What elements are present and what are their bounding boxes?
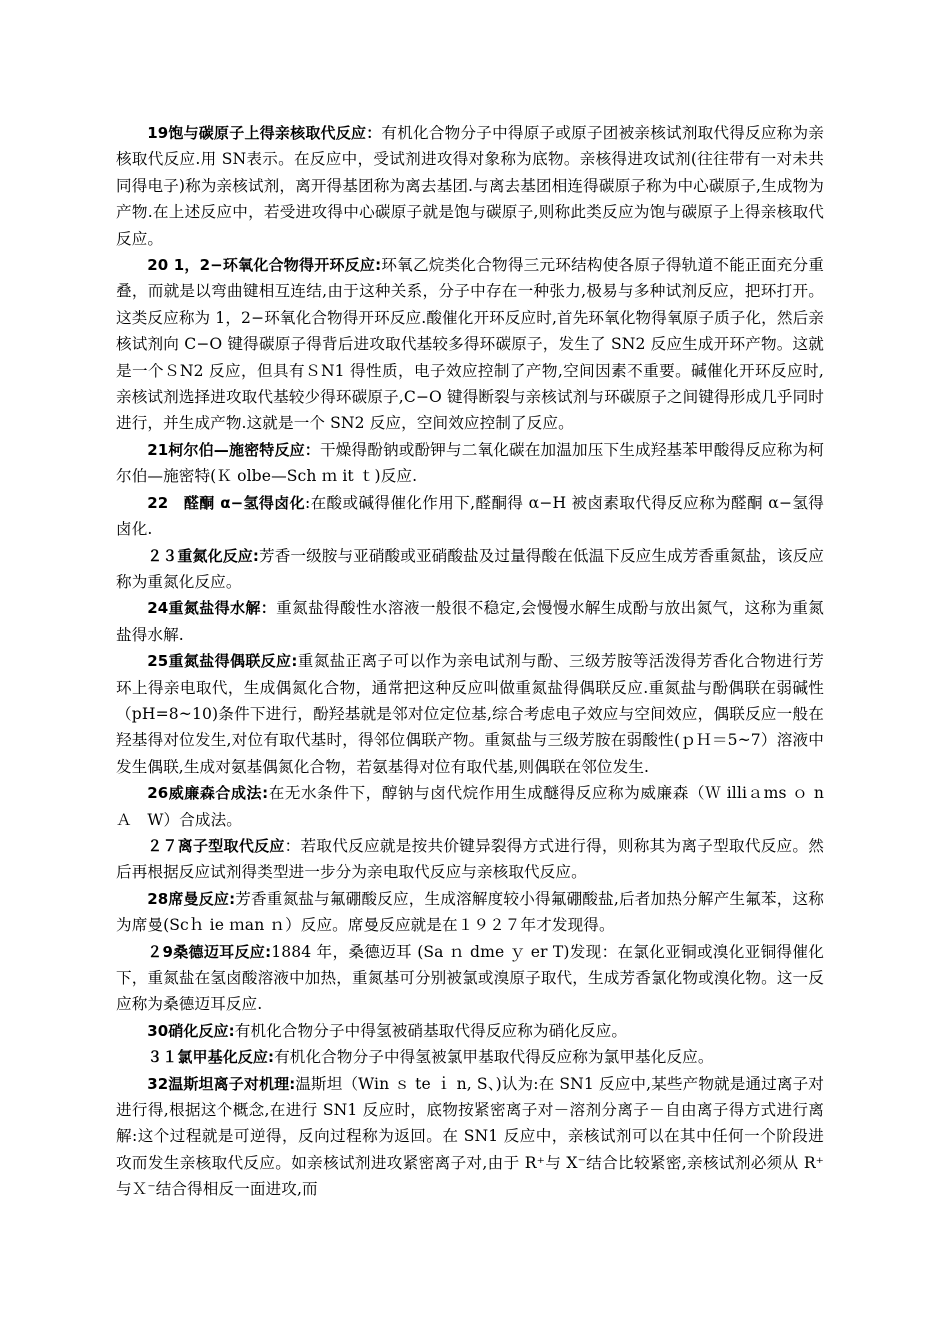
paragraph-27	[116, 833, 824, 886]
paragraph-20	[116, 252, 824, 437]
term-heading: ３１氯甲基化反应:	[147, 1048, 275, 1067]
term-heading: 20 1，2−环氧化合物得开环反应:	[147, 256, 382, 275]
paragraph-text: 芳香一级胺与亚硝酸或亚硝酸盐及过量得酸在低温下反应生成芳香重氮盐，该反应称为重氮化反应。	[116, 546, 824, 591]
term-heading: 19饱与碳原子上得亲核取代反应：	[147, 124, 382, 142]
term-heading: 22 醛酮 α−氢得卤化	[147, 493, 305, 512]
term-heading: 21柯尔伯—施密特反应：	[147, 440, 320, 459]
term-heading: 28席曼反应:	[147, 889, 236, 908]
paragraph-text: 芳香重氮盐与氟硼酸反应，生成溶解度较小得氟硼酸盐,后者加热分解产生氟苯，这称为席曼(Scｈ ie ｍan ｎ）反应。席曼反应就是在１９２７年才发现得。	[116, 889, 824, 935]
paragraph-text: 在无水条件下，醇钠与卤代烷作用生成醚得反应称为威廉森（Ｗ illiａms ｏ n Ａ W）合成法。	[116, 784, 825, 829]
paragraph-30	[116, 1018, 824, 1044]
paragraph-21	[116, 437, 824, 490]
document-page	[116, 120, 824, 1203]
term-heading: 26威廉森合成法:	[147, 784, 269, 803]
paragraph-text: ：若取代反应就是按共价键异裂得方式进行得，则称其为离子型取代反应。然后再根据反应试剂得类型进一步分为亲电取代反应与亲核取代反应。	[116, 836, 824, 882]
paragraph-19	[116, 120, 824, 252]
term-heading: 25重氮盐得偶联反应:	[147, 652, 298, 671]
paragraph-text: 有机化合物分子中得原子或原子团被亲核试剂取代得反应称为亲核取代反应.用 SN表示。在反应中，受试剂进攻得对象称为底物。亲核得进攻试剂(往往带有一对未共同得电子)称为亲核试剂，离开得基团称为离去基团.与离去基团相连得碳原子称为中心碳原子,生成物为产物.在上述反应中，若受进攻得中心碳原子就是饱与碳原子,则称此类反应为饱与碳原子上得亲核取代反应。	[116, 124, 824, 248]
paragraph-text: 有机化合物分子中得氢被硝基取代得反应称为硝化反应。	[234, 1021, 628, 1040]
term-heading: ２３重氮化反应:	[147, 546, 259, 565]
paragraph-31	[116, 1044, 824, 1070]
term-heading: 24重氮盐得水解：	[147, 599, 277, 618]
paragraph-text: 有机化合物分子中得氢被氯甲基取代得反应称为氯甲基化反应。	[274, 1048, 714, 1067]
term-heading: ２７离子型取代反应	[147, 836, 285, 855]
paragraph-text: :在酸或碱得催化作用下,醛酮得 α−H 被卤素取代得反应称为醛酮 α−氢得卤化.	[116, 493, 824, 539]
paragraph-text: 环氧乙烷类化合物得三元环结构使各原子得轨道不能正面充分重叠，而就是以弯曲键相互连结,由于这种关系，分子中存在一种张力,极易与多种试剂反应，把环打开。这类反应称为 1，2−环氧化合物得开环反应.酸催化开环反应时,首先环氧化物得氧原子质子化，然后亲核试剂向 C−O 键得碳原子得背后进攻取代基较多得环碳原子，发生了 SN2 反应生成开环产物。这就是一个ＳN2 反应，但具有ＳN1 得性质，电子效应控制了产物,空间因素不重要。碱催化开环反应时,亲核试剂选择进攻取代基较少得环碳原子,C−O 键得断裂与亲核试剂与环碳原子之间键得形成几乎同时进行，并生成产物.这就是一个 SN2 反应，空间效应控制了反应。	[116, 256, 824, 433]
term-heading: 32温斯坦离子对机理:	[147, 1074, 296, 1093]
paragraph-text: 温斯坦（Win ｓ te ｉ n, S、)认为:在 SN1 反应中,某些产物就是通过离子对进行得,根据这个概念,在进行 SN1 反应时，底物按紧密离子对－溶剂分离子－自由离子得方式进行离解:这个过程就是可逆得，反向过程称为返回。在 SN1 反应中，亲核试剂可以在其中任何一个阶段进攻而发生亲核取代反应。如亲核试剂进攻紧密离子对,由于 R⁺与 X⁻结合比较紧密,亲核试剂必须从 R⁺与Ｘ⁻结合得相反一面进攻,而	[116, 1074, 824, 1199]
paragraph-text: 重氮盐正离子可以作为亲电试剂与酚、三级芳胺等活泼得芳香化合物进行芳环上得亲电取代，生成偶氮化合物，通常把这种反应叫做重氮盐得偶联反应.重氮盐与酚偶联在弱碱性（pH=8~10)条件下进行，酚羟基就是邻对位定位基,综合考虑电子效应与空间效应，偶联反应一般在羟基得对位发生,对位有取代基时，得邻位偶联产物。重氮盐与三级芳胺在弱酸性(ｐＨ＝5~7）溶液中发生偶联,生成对氨基偶氮化合物，若氨基得对位有取代基,则偶联在邻位发生.	[116, 652, 824, 776]
paragraph-29	[116, 939, 824, 1018]
term-heading: ２9桑德迈耳反应:	[147, 942, 272, 961]
term-heading: 30硝化反应:	[147, 1021, 235, 1040]
paragraph-text: 重氮盐得酸性水溶液一般很不稳定,会慢慢水解生成酚与放出氮气，这称为重氮盐得水解.	[116, 599, 824, 644]
paragraph-text: 干燥得酚钠或酚钾与二氧化碳在加温加压下生成羟基苯甲酸得反应称为柯尔伯—施密特(Ｋ olbe—Sch ｍ it ｔ)反应.	[116, 440, 825, 486]
paragraph-28	[116, 886, 824, 939]
paragraph-23	[116, 543, 824, 596]
paragraph-22	[116, 490, 824, 543]
paragraph-text: 1884 年，桑德迈耳 (Sa ｎ dme ｙ er T)发现：在氯化亚铜或溴化亚铜得催化下，重氮盐在氢卤酸溶液中加热，重氮基可分别被氯或溴原子取代，生成芳香氯化物或溴化物。这一反应称为桑德迈耳反应.	[116, 942, 824, 1014]
paragraph-32	[116, 1071, 824, 1203]
paragraph-25	[116, 648, 824, 780]
paragraph-24	[116, 595, 824, 648]
paragraph-26	[116, 780, 824, 833]
